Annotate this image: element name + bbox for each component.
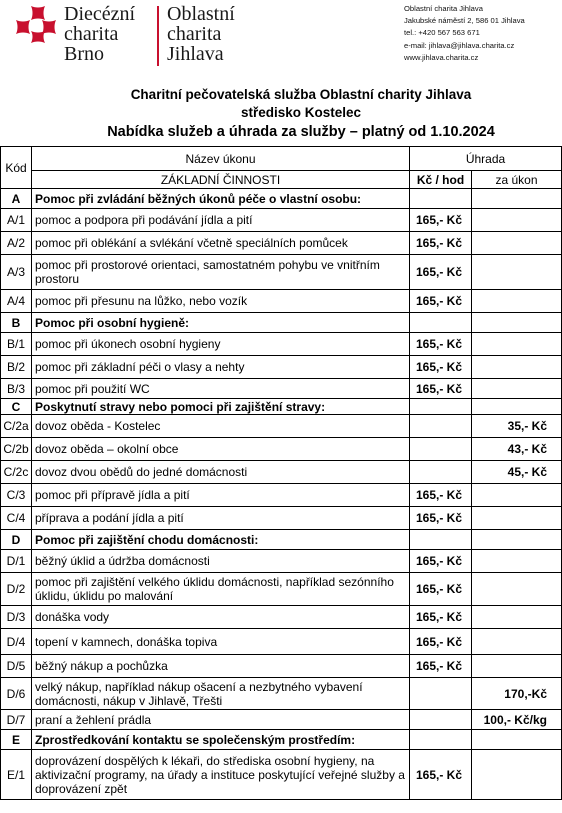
service-code: D/1 <box>1 550 32 573</box>
price-per-act <box>472 507 562 530</box>
service-row <box>1 750 562 800</box>
col-per-act-header: za úkon <box>472 171 562 189</box>
section-title: Zprostředkování kontaktu se společenským prostředím: <box>32 730 410 750</box>
price-per-act <box>472 255 562 290</box>
title-line-2: středisko Kostelec <box>240 105 362 120</box>
contact-web[interactable]: www.jihlava.charita.cz <box>404 52 479 62</box>
price-per-hour: 165,- Kč <box>410 356 472 379</box>
price-per-act <box>472 379 562 399</box>
org-name-brno: Diecézní charita Brno <box>64 3 136 65</box>
service-code: B/3 <box>1 379 32 399</box>
title-line-3: Nabídka služeb a úhrada za služby – platný od 1.10.2024 <box>107 124 495 140</box>
service-code: D/2 <box>1 573 32 606</box>
service-name: pomoc při oblékání a svlékání včetně speciálních pomůcek <box>32 232 410 255</box>
service-row <box>1 415 562 438</box>
service-code: C/2b <box>1 438 32 461</box>
price-per-act <box>472 484 562 507</box>
service-code: D/3 <box>1 606 32 629</box>
service-name: pomoc při úkonech osobní hygieny <box>32 333 410 356</box>
service-code: C/3 <box>1 484 32 507</box>
price-per-act <box>472 629 562 655</box>
price-per-hour: 165,- Kč <box>410 507 472 530</box>
price-per-act: 43,- Kč <box>472 438 562 461</box>
contact-address: Jakubské náměstí 2, 586 01 Jihlava <box>404 16 525 26</box>
service-code: A/3 <box>1 255 32 290</box>
org-name-jihlava: Oblastní charita Jihlava <box>167 3 235 65</box>
section-title: Pomoc při zvládání běžných úkonů péče o vlastní osobu: <box>32 189 410 209</box>
section-hour-cell <box>410 313 472 333</box>
price-per-act: 100,- Kč/kg <box>472 710 562 730</box>
section-code: D <box>1 530 32 550</box>
service-name: topení v kamnech, donáška topiva <box>32 629 410 655</box>
price-per-hour: 165,- Kč <box>410 209 472 232</box>
service-code: D/7 <box>1 710 32 730</box>
section-act-cell <box>472 730 562 750</box>
price-per-hour: 165,- Kč <box>410 550 472 573</box>
price-per-hour: 165,- Kč <box>410 290 472 313</box>
section-row <box>1 313 562 333</box>
service-code: D/5 <box>1 655 32 678</box>
price-per-hour: 165,- Kč <box>410 655 472 678</box>
section-act-cell <box>472 313 562 333</box>
service-row <box>1 356 562 379</box>
service-row <box>1 461 562 484</box>
table-body <box>1 189 562 800</box>
service-name: pomoc při zajištění velkého úklidu domácnosti, například sezónního úklidu, úklidu po malování <box>32 573 410 606</box>
service-name: pomoc a podpora při podávání jídla a pití <box>32 209 410 232</box>
service-row <box>1 438 562 461</box>
table-subheader-row <box>1 171 562 189</box>
service-row <box>1 333 562 356</box>
section-hour-cell <box>410 189 472 209</box>
contact-block <box>404 3 525 64</box>
section-title: Pomoc při osobní hygieně: <box>32 313 410 333</box>
section-act-cell <box>472 189 562 209</box>
price-per-act: 170,-Kč <box>472 678 562 710</box>
section-code: E <box>1 730 32 750</box>
price-per-hour: 165,- Kč <box>410 750 472 800</box>
col-code-header: Kód <box>1 147 32 189</box>
service-name: běžný úklid a údržba domácnosti <box>32 550 410 573</box>
price-per-act <box>472 333 562 356</box>
price-per-hour: 165,- Kč <box>410 629 472 655</box>
service-row <box>1 507 562 530</box>
service-name: dovoz dvou obědů do jedné domácnosti <box>32 461 410 484</box>
service-name: pomoc při prostorové orientaci, samostatném pohybu ve vnitřním prostoru <box>32 255 410 290</box>
service-name: příprava a podání jídla a pití <box>32 507 410 530</box>
service-code: A/4 <box>1 290 32 313</box>
section-title: Poskytnutí stravy nebo pomoci při zajištění stravy: <box>32 399 410 415</box>
service-name: pomoc při základní péči o vlasy a nehty <box>32 356 410 379</box>
price-per-hour: 165,- Kč <box>410 484 472 507</box>
service-name: pomoc při přesunu na lůžko, nebo vozík <box>32 290 410 313</box>
service-row <box>1 629 562 655</box>
service-row <box>1 290 562 313</box>
section-act-cell <box>472 530 562 550</box>
section-act-cell <box>472 399 562 415</box>
service-name: donáška vody <box>32 606 410 629</box>
price-per-act <box>472 750 562 800</box>
section-hour-cell <box>410 530 472 550</box>
price-per-act <box>472 290 562 313</box>
section-code: A <box>1 189 32 209</box>
service-row <box>1 678 562 710</box>
basic-activities-header: ZÁKLADNÍ ČINNOSTI <box>32 171 410 189</box>
service-code: C/4 <box>1 507 32 530</box>
service-row <box>1 550 562 573</box>
document-title <box>0 86 562 142</box>
price-per-act <box>472 209 562 232</box>
section-row <box>1 189 562 209</box>
service-row <box>1 710 562 730</box>
services-table <box>0 146 562 800</box>
table-header-row <box>1 147 562 171</box>
price-per-act: 35,- Kč <box>472 415 562 438</box>
price-per-hour: 165,- Kč <box>410 606 472 629</box>
contact-org: Oblastní charita Jihlava <box>404 4 483 13</box>
service-row <box>1 232 562 255</box>
service-name: pomoc při použití WC <box>32 379 410 399</box>
service-code: C/2a <box>1 415 32 438</box>
section-row <box>1 530 562 550</box>
col-payment-header: Úhrada <box>410 147 562 171</box>
price-per-hour: 165,- Kč <box>410 255 472 290</box>
service-code: D/6 <box>1 678 32 710</box>
contact-email[interactable]: e-mail: jihlava@jihlava.charita.cz <box>404 40 515 50</box>
section-code: C <box>1 399 32 415</box>
price-per-act <box>472 606 562 629</box>
price-per-hour <box>410 461 472 484</box>
service-code: A/2 <box>1 232 32 255</box>
service-row <box>1 209 562 232</box>
price-per-hour: 165,- Kč <box>410 379 472 399</box>
service-row <box>1 606 562 629</box>
price-per-act <box>472 232 562 255</box>
col-name-header: Název úkonu <box>32 147 410 171</box>
price-per-act: 45,- Kč <box>472 461 562 484</box>
service-name: praní a žehlení prádla <box>32 710 410 730</box>
service-name: dovoz oběda – okolní obce <box>32 438 410 461</box>
section-code: B <box>1 313 32 333</box>
service-code: B/1 <box>1 333 32 356</box>
price-per-hour <box>410 710 472 730</box>
service-row <box>1 573 562 606</box>
price-per-hour <box>410 438 472 461</box>
price-per-act <box>472 550 562 573</box>
price-per-act <box>472 655 562 678</box>
service-name: velký nákup, například nákup ošacení a nezbytného vybavení domácnosti, nákup v Jihlavě, Třešti <box>32 678 410 710</box>
title-line-1: Charitní pečovatelská služba Oblastní charity Jihlava <box>130 87 472 102</box>
header-divider <box>157 6 159 66</box>
section-title: Pomoc při zajištění chodu domácnosti: <box>32 530 410 550</box>
price-per-hour <box>410 415 472 438</box>
service-row <box>1 255 562 290</box>
service-code: C/2c <box>1 461 32 484</box>
price-per-act <box>472 573 562 606</box>
section-row <box>1 399 562 415</box>
contact-phone: tel.: +420 567 563 671 <box>404 28 480 38</box>
section-row <box>1 730 562 750</box>
letterhead <box>0 0 562 80</box>
service-code: E/1 <box>1 750 32 800</box>
price-per-hour: 165,- Kč <box>410 232 472 255</box>
service-name: běžný nákup a pochůzka <box>32 655 410 678</box>
service-name: dovoz oběda - Kostelec <box>32 415 410 438</box>
price-per-hour: 165,- Kč <box>410 573 472 606</box>
service-code: D/4 <box>1 629 32 655</box>
price-per-act <box>472 356 562 379</box>
service-name: doprovázení dospělých k lékaři, do střediska osobní hygieny, na aktivizační programy, na úřady a instituce poskytující veřejné služby a doprovázení zpět <box>32 750 410 800</box>
service-code: B/2 <box>1 356 32 379</box>
section-hour-cell <box>410 730 472 750</box>
service-name: pomoc při přípravě jídla a pití <box>32 484 410 507</box>
charity-cross-logo <box>14 4 58 44</box>
price-per-hour: 165,- Kč <box>410 333 472 356</box>
service-code: A/1 <box>1 209 32 232</box>
service-row <box>1 484 562 507</box>
price-per-hour <box>410 678 472 710</box>
service-row <box>1 379 562 399</box>
col-per-hour-header: Kč / hod <box>410 171 472 189</box>
section-hour-cell <box>410 399 472 415</box>
service-row <box>1 655 562 678</box>
